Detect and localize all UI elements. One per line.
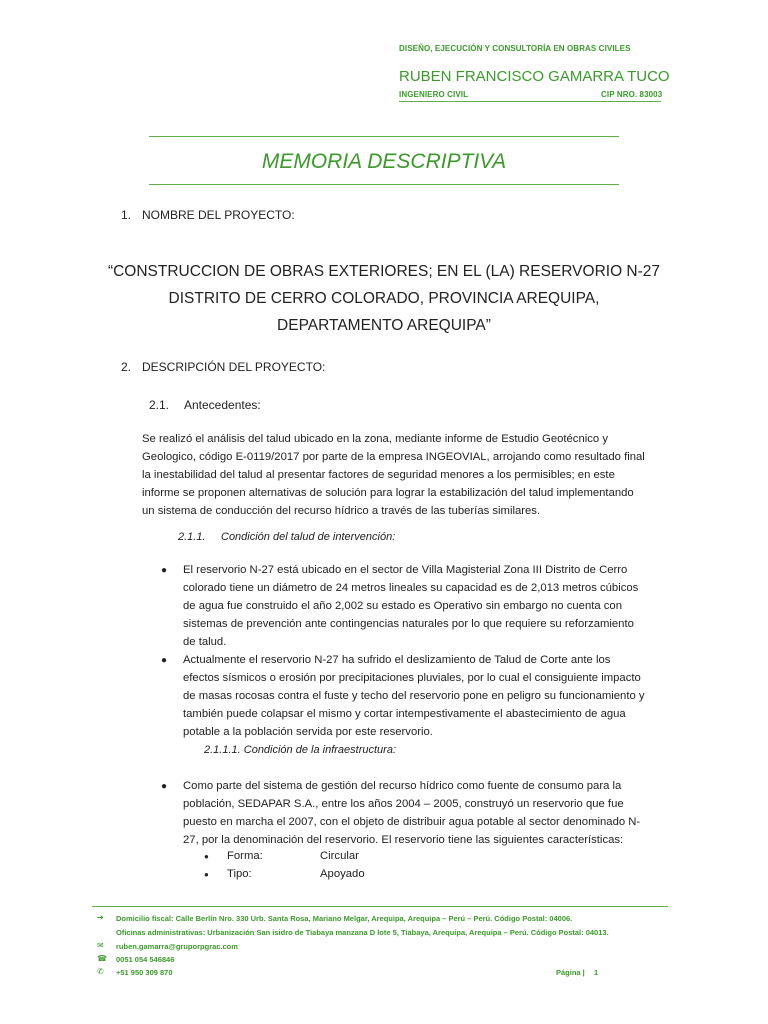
- subsection-number: 2.1.: [149, 398, 170, 412]
- list-item-line: Actualmente el reservorio N-27 ha sufrido el deslizamiento de Talud de Corte ante los: [183, 654, 611, 666]
- characteristic-label: Forma:: [227, 850, 263, 862]
- footer-phone: 0051 054 546846: [116, 955, 175, 964]
- bullet-icon: ●: [161, 655, 168, 666]
- doc-title: MEMORIA DESCRIPTIVA: [261, 150, 507, 173]
- list-item: [183, 651, 668, 741]
- page-number: 1: [594, 968, 599, 977]
- paragraph-line: Geologico, código E-0119/2017 por parte de la empresa INGEOVIAL, arrojando como resultado final: [142, 451, 645, 463]
- title-rule-bottom: [149, 184, 619, 185]
- footer-email[interactable]: ruben.gamarra@gruporpgrac.com: [116, 942, 238, 951]
- characteristic-value: Circular: [320, 850, 359, 862]
- list-item-line: potable a la población servida por este reservorio.: [183, 726, 433, 738]
- paragraph-line: un sistema de conducción del recurso hídrico a través de las tuberías similares.: [142, 505, 541, 517]
- bullet-icon: ●: [204, 852, 209, 861]
- page-label: Página |: [556, 968, 585, 977]
- paragraph-line: Se realizó el análisis del talud ubicado en la zona, mediante informe de Estudio Geotécnico y: [142, 433, 608, 445]
- header-cip: CIP NRO. 83003: [601, 90, 663, 99]
- footer-mobile: +51 950 309 870: [116, 968, 173, 977]
- footer-rule: [92, 906, 668, 907]
- footer-address-fiscal: Domicilio fiscal: Calle Berlín Nro. 330 Urb. Santa Rosa, Mariano Melgar, Arequipa, Arequipa – Perú – Perú. Código Postal: 04006.: [116, 914, 573, 923]
- list-item-line: sistemas de prevención ante contingencias naturales por lo que requiere su reforzamiento: [183, 618, 634, 630]
- list-item-line: efectos sísmicos o erosión por precipitaciones pluviales, por lo cual el consiguiente impacto: [183, 672, 641, 684]
- list-item-line: El reservorio N-27 está ubicado en el sector de Villa Magisterial Zona III Distrito de Cerro: [183, 564, 628, 576]
- list-item: [183, 777, 668, 849]
- phone-icon: ☎: [97, 954, 107, 963]
- envelope-icon: ✉: [97, 941, 104, 950]
- characteristic-value: Apoyado: [320, 868, 365, 880]
- list-item-line: 27, por la denominación del reservorio. El reservorio tiene las siguientes características:: [183, 834, 624, 846]
- bullet-icon: ●: [161, 565, 168, 576]
- section1-heading: NOMBRE DEL PROYECTO:: [142, 208, 295, 222]
- paragraph-line: informe se proponen alternativas de solución para lograr la estabilización del talud implementando: [142, 487, 634, 499]
- header-profession: INGENIERO CIVIL: [399, 90, 469, 99]
- title-rule-top: [149, 136, 619, 137]
- project-name-line: DISTRITO DE CERRO COLORADO, PROVINCIA AREQUIPA,: [168, 290, 600, 307]
- footer-address-admin: Oficinas administrativas: Urbanización San isidro de Tiabaya manzana D lote 5, Tiabaya, Arequipa, Arequipa – Perú. Código Postal: 04013.: [116, 928, 609, 937]
- subsub-number: 2.1.1.: [178, 531, 206, 543]
- header-rule: [399, 101, 661, 102]
- list-item-line: puesto en marcha el 2007, con el objeto de distribuir agua potable al sector denominado N-: [183, 816, 641, 828]
- location-icon: ➔: [97, 913, 104, 922]
- list-item-line: de masas rocosas contra el fuste y techo del reservorio pone en peligro su funcionamiento y: [183, 690, 645, 702]
- list-item: [183, 561, 668, 651]
- list-item-line: de talud.: [183, 636, 227, 648]
- section1-number: 1.: [121, 208, 132, 222]
- bullet-icon: ●: [161, 781, 168, 792]
- list-item-line: colorado tiene un diámetro de 24 metros lineales su capacidad es de 2,013 metros cúbicos: [183, 582, 639, 594]
- header-name: RUBEN FRANCISCO GAMARRA TUCO: [399, 68, 670, 85]
- subsub-heading: Condición del talud de intervención:: [221, 531, 396, 543]
- project-name: [100, 258, 668, 339]
- list-item-line: también puede colapsar el mismo y cortar intempestivamente el abastecimiento de agua: [183, 708, 626, 720]
- bullet-icon: ●: [204, 870, 209, 879]
- list-item-line: Como parte del sistema de gestión del recurso hídrico como fuente de consumo para la: [183, 780, 622, 792]
- list-item-line: de agua fue construido el año 2,002 su estado es Operativo sin embargo no cuenta con: [183, 600, 622, 612]
- project-name-line: DEPARTAMENTO AREQUIPA”: [277, 317, 491, 334]
- subsection-heading: Antecedentes:: [184, 398, 261, 412]
- section2-heading: DESCRIPCIÓN DEL PROYECTO:: [142, 360, 326, 374]
- subsubsub-heading: 2.1.1.1. Condición de la infraestructura:: [204, 744, 397, 756]
- section2-number: 2.: [121, 360, 132, 374]
- mobile-icon: ✆: [97, 967, 104, 976]
- paragraph-line: la inestabilidad del talud al presentar factores de seguridad menores a los permisibles; en este: [142, 469, 615, 481]
- project-name-line: “CONSTRUCCION DE OBRAS EXTERIORES; EN EL (LA) RESERVORIO N-27: [107, 263, 661, 280]
- list-item-line: población, SEDAPAR S.A., entre los años 2004 – 2005, construyó un reservorio que fue: [183, 798, 624, 810]
- characteristic-label: Tipo:: [227, 868, 252, 880]
- antecedentes-paragraph: [142, 430, 672, 520]
- header-tagline: DISEÑO, EJECUCIÓN Y CONSULTORÍA EN OBRAS CIVILES: [399, 44, 631, 53]
